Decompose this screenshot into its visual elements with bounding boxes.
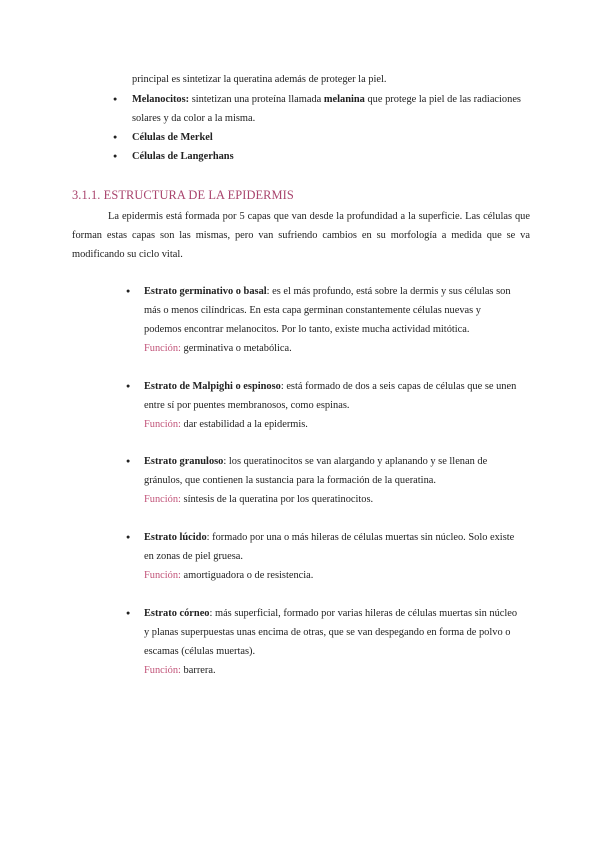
cell-name: Células de Langerhans [132, 151, 234, 162]
stratum-text: : más superficial, formado por varias hileras de células muertas sin núcleo y planas superpuestas unas encima de otras, que se van despegando en forma de polvo o escamas (células muertas). [144, 608, 518, 657]
stratum-item-corneo [144, 604, 520, 680]
function-label: Función: [144, 665, 181, 676]
stratum-description [144, 452, 520, 490]
stratum-text: : los queratinocitos se van alargando y aplanando y se llenan de gránulos, que contienen la sustancia para la formación de la queratina. [144, 456, 488, 486]
function-text: germinativa o metabólica. [180, 343, 292, 354]
stratum-item-granuloso [144, 452, 520, 509]
function-label: Función: [144, 419, 181, 430]
function-text: barrera. [180, 665, 216, 676]
function-label: Función: [144, 494, 181, 505]
cell-name: Células de Merkel [132, 132, 213, 143]
stratum-function [144, 339, 520, 358]
cell-text: sintetizan una proteína llamada [189, 94, 324, 105]
stratum-description [144, 282, 520, 339]
stratum-item-malpighi [144, 377, 520, 434]
stratum-function [144, 661, 520, 680]
stratum-item-lucido [144, 528, 520, 585]
cell-text: que protege la piel de las radiaciones solares y da color a la misma. [132, 94, 521, 124]
function-label: Función: [144, 343, 181, 354]
stratum-name: Estrato germinativo o basal [144, 286, 267, 297]
stratum-description [144, 528, 520, 566]
stratum-name: Estrato de Malpighi o espinoso [144, 381, 281, 392]
cell-name: Melanocitos: [132, 94, 190, 105]
function-text: síntesis de la queratina por los queratinocitos. [180, 494, 374, 505]
function-text: amortiguadora o de resistencia. [180, 570, 314, 581]
stratum-function [144, 566, 520, 585]
stratum-name: Estrato lúcido [144, 532, 207, 543]
list-item-melanocitos [132, 90, 532, 128]
list-item-merkel [132, 128, 532, 147]
stratum-function [144, 490, 520, 509]
continuation-text: principal es sintetizar la queratina además de proteger la piel. [132, 74, 387, 85]
stratum-text: : es el más profundo, está sobre la dermis y sus células son más o menos cilíndricas. En esta capa germinan constantemente células nuevas y podemos encontrar melanocitos. Por lo tanto, existe mucha actividad mitótica. [144, 286, 511, 335]
section-heading: 3.1.1. ESTRUCTURA DE LA EPIDERMIS [72, 188, 294, 202]
stratum-description [144, 377, 520, 415]
function-text: dar estabilidad a la epidermis. [180, 419, 308, 430]
stratum-text: : está formado de dos a seis capas de células que se unen entre sí por puentes membranosos, como espinas. [144, 381, 517, 411]
function-label: Función: [144, 570, 181, 581]
stratum-text: : formado por una o más hileras de células muertas sin núcleo. Solo existe en zonas de piel gruesa. [144, 532, 515, 562]
epidermis-cells-list [132, 90, 532, 166]
stratum-name: Estrato córneo [144, 608, 210, 619]
stratum-name: Estrato granuloso [144, 456, 224, 467]
stratum-description [144, 604, 520, 661]
intro-paragraph: La epidermis está formada por 5 capas que van desde la profundidad a la superficie. Las células que forman estas capas son las mismas, pero van sufriendo cambios en su morfología a medida que se va modificando su ciclo vital. [72, 211, 530, 260]
cell-emphasis: melanina [323, 94, 365, 105]
stratum-function [144, 415, 520, 434]
strata-list [144, 282, 520, 680]
list-item-langerhans [132, 147, 532, 166]
stratum-item-germinativo [144, 282, 520, 358]
